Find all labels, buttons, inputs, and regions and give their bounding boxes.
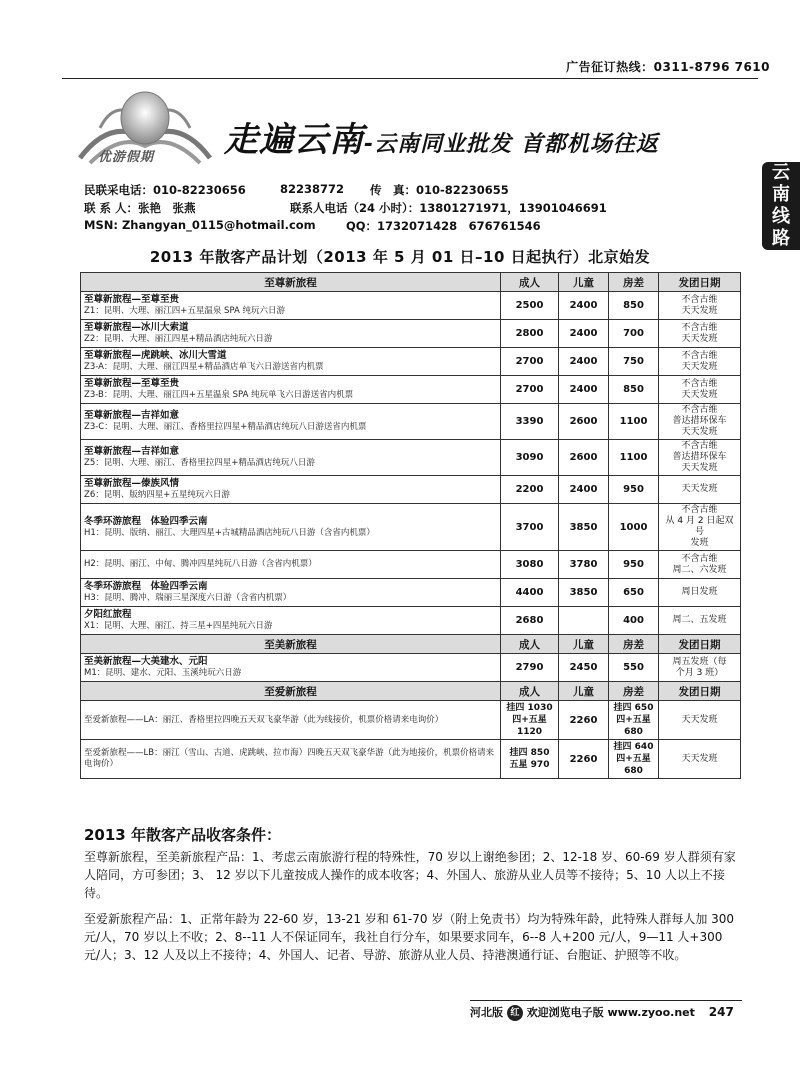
departure-dates bbox=[659, 701, 741, 740]
price-room: 850 bbox=[609, 376, 659, 404]
departure-line: 个月 3 班） bbox=[675, 667, 724, 678]
product-description: H1：昆明、版纳、丽江、大理四星+古城精品酒店纯玩八日游（含省内机票） bbox=[84, 527, 375, 538]
departure-line: 天天发班 bbox=[681, 484, 718, 494]
table-row bbox=[81, 607, 741, 635]
departure-line: 天天发班 bbox=[681, 361, 718, 372]
product-name: 至尊新旅程—至尊至贵 bbox=[84, 294, 180, 305]
departure-line: 周二、五发班 bbox=[672, 615, 727, 625]
departure-line: 不含古维 bbox=[681, 322, 718, 333]
product-description: H3：昆明、腾冲、瑞丽三星深度六日游（含省内机票） bbox=[84, 593, 292, 603]
edition-mark-icon: 红 bbox=[507, 1005, 523, 1021]
departure-line: 不含古维 bbox=[681, 441, 718, 451]
logo-text: 优游假期 bbox=[98, 150, 155, 165]
price-child bbox=[559, 607, 609, 635]
departure-dates bbox=[659, 504, 741, 551]
price-adult: 2790 bbox=[501, 654, 559, 682]
table-row bbox=[81, 440, 741, 476]
product-name: 至尊新旅程—吉祥如意 bbox=[84, 410, 180, 421]
departure-line: 不含古维 bbox=[681, 378, 718, 389]
departure-dates bbox=[659, 476, 741, 504]
product-name: 冬季环游旅程 体验四季云南 bbox=[84, 581, 208, 592]
price-child: 2400 bbox=[559, 320, 609, 348]
product-name: 至尊新旅程—傣族风情 bbox=[84, 478, 180, 489]
price-room: 400 bbox=[609, 607, 659, 635]
departure-dates bbox=[659, 404, 741, 440]
brand-header bbox=[64, 84, 744, 180]
page-number: 247 bbox=[708, 1005, 734, 1019]
departure-line: 周五发班（每 bbox=[672, 656, 727, 667]
product-cell bbox=[81, 292, 501, 320]
price-child: 2600 bbox=[559, 440, 609, 476]
side-tab-char: 南 bbox=[772, 184, 790, 205]
departure-line: 不含古维 bbox=[681, 294, 718, 305]
table-row bbox=[81, 551, 741, 579]
price-room: 850 bbox=[609, 292, 659, 320]
product-description: 至爱新旅程——LB：丽江（雪山、古道、虎跳峡、拉市海）四晚五天双飞豪华游（此为地接价，机票价格请来电询价） bbox=[84, 748, 495, 769]
product-cell bbox=[81, 440, 501, 476]
price-room: 950 bbox=[609, 476, 659, 504]
table-row bbox=[81, 701, 741, 740]
side-tab-char: 路 bbox=[772, 228, 790, 249]
product-description: Z3-B：昆明、大理、丽江四+五星温泉 SPA 纯玩单飞六日游送省内机票 bbox=[84, 390, 354, 400]
price-child: 2450 bbox=[559, 654, 609, 682]
departure-line: 周二、六发班 bbox=[672, 564, 727, 575]
price-adult: 挂四 850 五星 970 bbox=[501, 740, 559, 779]
product-table bbox=[80, 272, 741, 779]
product-cell bbox=[81, 607, 501, 635]
table-row bbox=[81, 404, 741, 440]
conditions-paragraph-1: 至尊新旅程，至美新旅程产品：1、考虑云南旅游行程的特殊性，70 岁以上谢绝参团；2、12-18 岁、60-69 岁人群须有家人陪同，方可参团；3、 12 岁以下儿童按成人操作的成本收客；4、外国人、旅游从业人员等不接待；5、10 人以上不接待。 bbox=[84, 850, 736, 900]
price-adult: 2500 bbox=[501, 292, 559, 320]
price-child: 2400 bbox=[559, 292, 609, 320]
departure-dates bbox=[659, 292, 741, 320]
product-description: Z6：昆明、版纳四星+五星纯玩六日游 bbox=[84, 490, 230, 500]
departure-line: 普达措环保车 bbox=[672, 452, 727, 462]
departure-line: 不含古维 bbox=[681, 350, 718, 361]
product-cell bbox=[81, 654, 501, 682]
conditions-paragraph-2: 至爱新旅程产品：1、正常年龄为 22-60 岁，13-21 岁和 61-70 岁（附上免责书）均为特殊年龄，此特殊人群每人加 300 元/人，70 岁以上不收；2、8--11 人不保证同车，我社自行分车，如果要求同车，6--8 人+200 元/人，9—11 人+300 元/人；3、12 人及以上不接待；4、外国人、记者、导游、旅游从业人员、持港澳通行证、台胞证、护照等不收。 bbox=[84, 912, 735, 962]
departure-dates bbox=[659, 607, 741, 635]
banner-sub: -云南同业批发 首都机场往返 bbox=[364, 132, 659, 157]
column-header: 房差 bbox=[609, 682, 659, 701]
column-header: 成人 bbox=[501, 273, 559, 292]
column-header: 至爱新旅程 bbox=[81, 682, 501, 701]
top-divider bbox=[62, 78, 758, 79]
contact-mobile: 联系人电话（24 小时）：13801271971，13901046691 bbox=[290, 201, 607, 215]
departure-dates bbox=[659, 579, 741, 607]
price-adult: 3090 bbox=[501, 440, 559, 476]
departure-line: 不含古维 bbox=[681, 553, 718, 564]
product-description: Z3-C：昆明、大理、丽江、香格里拉四星+精品酒店纯玩八日游送省内机票 bbox=[84, 422, 367, 432]
price-adult: 2800 bbox=[501, 320, 559, 348]
departure-line: 普达措环保车 bbox=[672, 416, 727, 426]
contact-qq: QQ：1732071428 676761546 bbox=[346, 219, 541, 233]
price-room: 1100 bbox=[609, 440, 659, 476]
page-footer bbox=[470, 1004, 740, 1021]
price-room: 1100 bbox=[609, 404, 659, 440]
product-name: 至尊新旅程—虎跳峡、冰川大雪道 bbox=[84, 350, 227, 361]
departure-line: 天天发班 bbox=[681, 389, 718, 400]
column-header: 发团日期 bbox=[659, 273, 741, 292]
price-child: 2400 bbox=[559, 348, 609, 376]
product-cell bbox=[81, 740, 501, 779]
departure-dates bbox=[659, 440, 741, 476]
contact-phone2: 82238772 bbox=[280, 182, 345, 196]
product-name: 至美新旅程—大美建水、元阳 bbox=[84, 656, 208, 667]
footer-divider bbox=[470, 1000, 742, 1001]
price-child: 2400 bbox=[559, 376, 609, 404]
price-room: 700 bbox=[609, 320, 659, 348]
plan-title: 2013 年散客产品计划（2013 年 5 月 01 日–10 日起执行）北京始发 bbox=[149, 248, 651, 266]
price-room: 挂四 640 四+五星 680 bbox=[609, 740, 659, 779]
departure-line: 天天发班 bbox=[681, 714, 718, 725]
side-tab-char: 线 bbox=[772, 206, 790, 227]
price-child: 2600 bbox=[559, 404, 609, 440]
product-name: 至尊新旅程—吉祥如意 bbox=[84, 446, 180, 457]
departure-line: 天天发班 bbox=[681, 427, 718, 437]
price-room: 950 bbox=[609, 551, 659, 579]
product-cell bbox=[81, 404, 501, 440]
product-name: 冬季环游旅程 体验四季云南 bbox=[84, 515, 208, 527]
product-cell bbox=[81, 701, 501, 740]
contact-person: 联 系 人：张艳 张燕 bbox=[84, 201, 196, 215]
product-description: Z2：昆明、大理、丽江四星+精品酒店纯玩六日游 bbox=[84, 334, 273, 344]
price-adult: 2200 bbox=[501, 476, 559, 504]
section-header-row bbox=[81, 682, 741, 701]
product-name: 至尊新旅程—至尊至贵 bbox=[84, 378, 180, 389]
table-row bbox=[81, 579, 741, 607]
price-child: 2260 bbox=[559, 701, 609, 740]
price-adult: 2700 bbox=[501, 348, 559, 376]
column-header: 发团日期 bbox=[659, 635, 741, 654]
product-cell bbox=[81, 376, 501, 404]
contact-phone: 民联采电话：010-82230656 bbox=[84, 183, 246, 197]
table-row bbox=[81, 320, 741, 348]
conditions-title: 2013 年散客产品收客条件： bbox=[84, 826, 281, 844]
product-description: Z3-A：昆明、大理、丽江四星+精品酒店单飞六日游送省内机票 bbox=[84, 362, 324, 372]
product-cell bbox=[81, 551, 501, 579]
column-header: 房差 bbox=[609, 635, 659, 654]
table-row bbox=[81, 476, 741, 504]
product-name: 夕阳红旅程 bbox=[84, 609, 132, 620]
side-tab-char: 云 bbox=[772, 162, 790, 183]
departure-line: 天天发班 bbox=[681, 333, 718, 344]
banner-main: 走遍云南 bbox=[224, 120, 364, 160]
price-adult: 3700 bbox=[501, 504, 559, 551]
departure-dates bbox=[659, 320, 741, 348]
price-room: 挂四 650 四+五星 680 bbox=[609, 701, 659, 740]
contact-info bbox=[84, 182, 744, 236]
column-header: 儿童 bbox=[559, 682, 609, 701]
ad-hotline: 广告征订热线：0311-8796 7610 bbox=[566, 60, 770, 74]
price-room: 750 bbox=[609, 348, 659, 376]
section-header-row bbox=[81, 273, 741, 292]
price-adult: 2700 bbox=[501, 376, 559, 404]
column-header: 发团日期 bbox=[659, 682, 741, 701]
product-name: 至尊新旅程—冰川大索道 bbox=[84, 322, 189, 333]
departure-dates bbox=[659, 654, 741, 682]
product-description: M1：昆明、建水、元阳、玉溪纯玩六日游 bbox=[84, 668, 242, 678]
product-cell bbox=[81, 476, 501, 504]
departure-dates bbox=[659, 348, 741, 376]
price-room: 550 bbox=[609, 654, 659, 682]
price-child: 3850 bbox=[559, 504, 609, 551]
departure-line: 天天发班 bbox=[681, 753, 718, 764]
price-child: 2260 bbox=[559, 740, 609, 779]
table-row bbox=[81, 376, 741, 404]
departure-dates bbox=[659, 740, 741, 779]
product-description: Z1：昆明、大理、丽江四+五星温泉 SPA 纯玩六日游 bbox=[84, 306, 286, 316]
departure-line: 天天发班 bbox=[681, 305, 718, 316]
price-adult: 4400 bbox=[501, 579, 559, 607]
section-header-row bbox=[81, 635, 741, 654]
table-row bbox=[81, 654, 741, 682]
product-cell bbox=[81, 504, 501, 551]
table-row bbox=[81, 740, 741, 779]
product-cell bbox=[81, 348, 501, 376]
departure-dates bbox=[659, 551, 741, 579]
departure-dates bbox=[659, 376, 741, 404]
price-adult: 挂四 1030 四+五星 1120 bbox=[501, 701, 559, 740]
column-header: 至尊新旅程 bbox=[81, 273, 501, 292]
price-child: 2400 bbox=[559, 476, 609, 504]
table-row bbox=[81, 292, 741, 320]
price-room: 650 bbox=[609, 579, 659, 607]
footer-edition: 河北版 bbox=[470, 1006, 503, 1019]
column-header: 至美新旅程 bbox=[81, 635, 501, 654]
column-header: 儿童 bbox=[559, 273, 609, 292]
price-child: 3780 bbox=[559, 551, 609, 579]
departure-line: 从 4 月 2 日起双号 bbox=[665, 516, 734, 537]
price-adult: 2680 bbox=[501, 607, 559, 635]
section-tab-yunnan-routes bbox=[762, 162, 800, 250]
departure-line: 不含古维 bbox=[681, 405, 718, 415]
departure-line: 天天发班 bbox=[681, 463, 718, 473]
departure-line: 发班 bbox=[690, 538, 709, 548]
footer-slogan: 欢迎浏览电子版 www.zyoo.net bbox=[526, 1006, 695, 1019]
departure-line: 不含古维 bbox=[681, 505, 718, 515]
table-row bbox=[81, 348, 741, 376]
product-description: H2：昆明、丽江、中甸、腾冲四星纯玩八日游（含省内机票） bbox=[84, 559, 317, 569]
column-header: 房差 bbox=[609, 273, 659, 292]
price-room: 1000 bbox=[609, 504, 659, 551]
price-adult: 3390 bbox=[501, 404, 559, 440]
price-adult: 3080 bbox=[501, 551, 559, 579]
product-cell bbox=[81, 320, 501, 348]
departure-line: 周日发班 bbox=[681, 587, 718, 597]
table-row bbox=[81, 504, 741, 551]
product-description: 至爱新旅程——LA：丽江、香格里拉四晚五天双飞豪华游（此为线接价，机票价格请来电询价） bbox=[84, 714, 444, 725]
product-description: Z5：昆明、大理、丽江、香格里拉四星+精品酒店纯玩八日游 bbox=[84, 458, 315, 468]
product-cell bbox=[81, 579, 501, 607]
column-header: 儿童 bbox=[559, 635, 609, 654]
price-child: 3850 bbox=[559, 579, 609, 607]
banner-title bbox=[224, 112, 659, 161]
column-header: 成人 bbox=[501, 682, 559, 701]
product-description: X1：昆明、大理、丽江、持三星+四星纯玩六日游 bbox=[84, 621, 273, 631]
contact-fax: 传 真：010-82230655 bbox=[370, 183, 509, 197]
contact-msn: MSN: Zhangyan_0115@hotmail.com bbox=[84, 218, 316, 232]
column-header: 成人 bbox=[501, 635, 559, 654]
